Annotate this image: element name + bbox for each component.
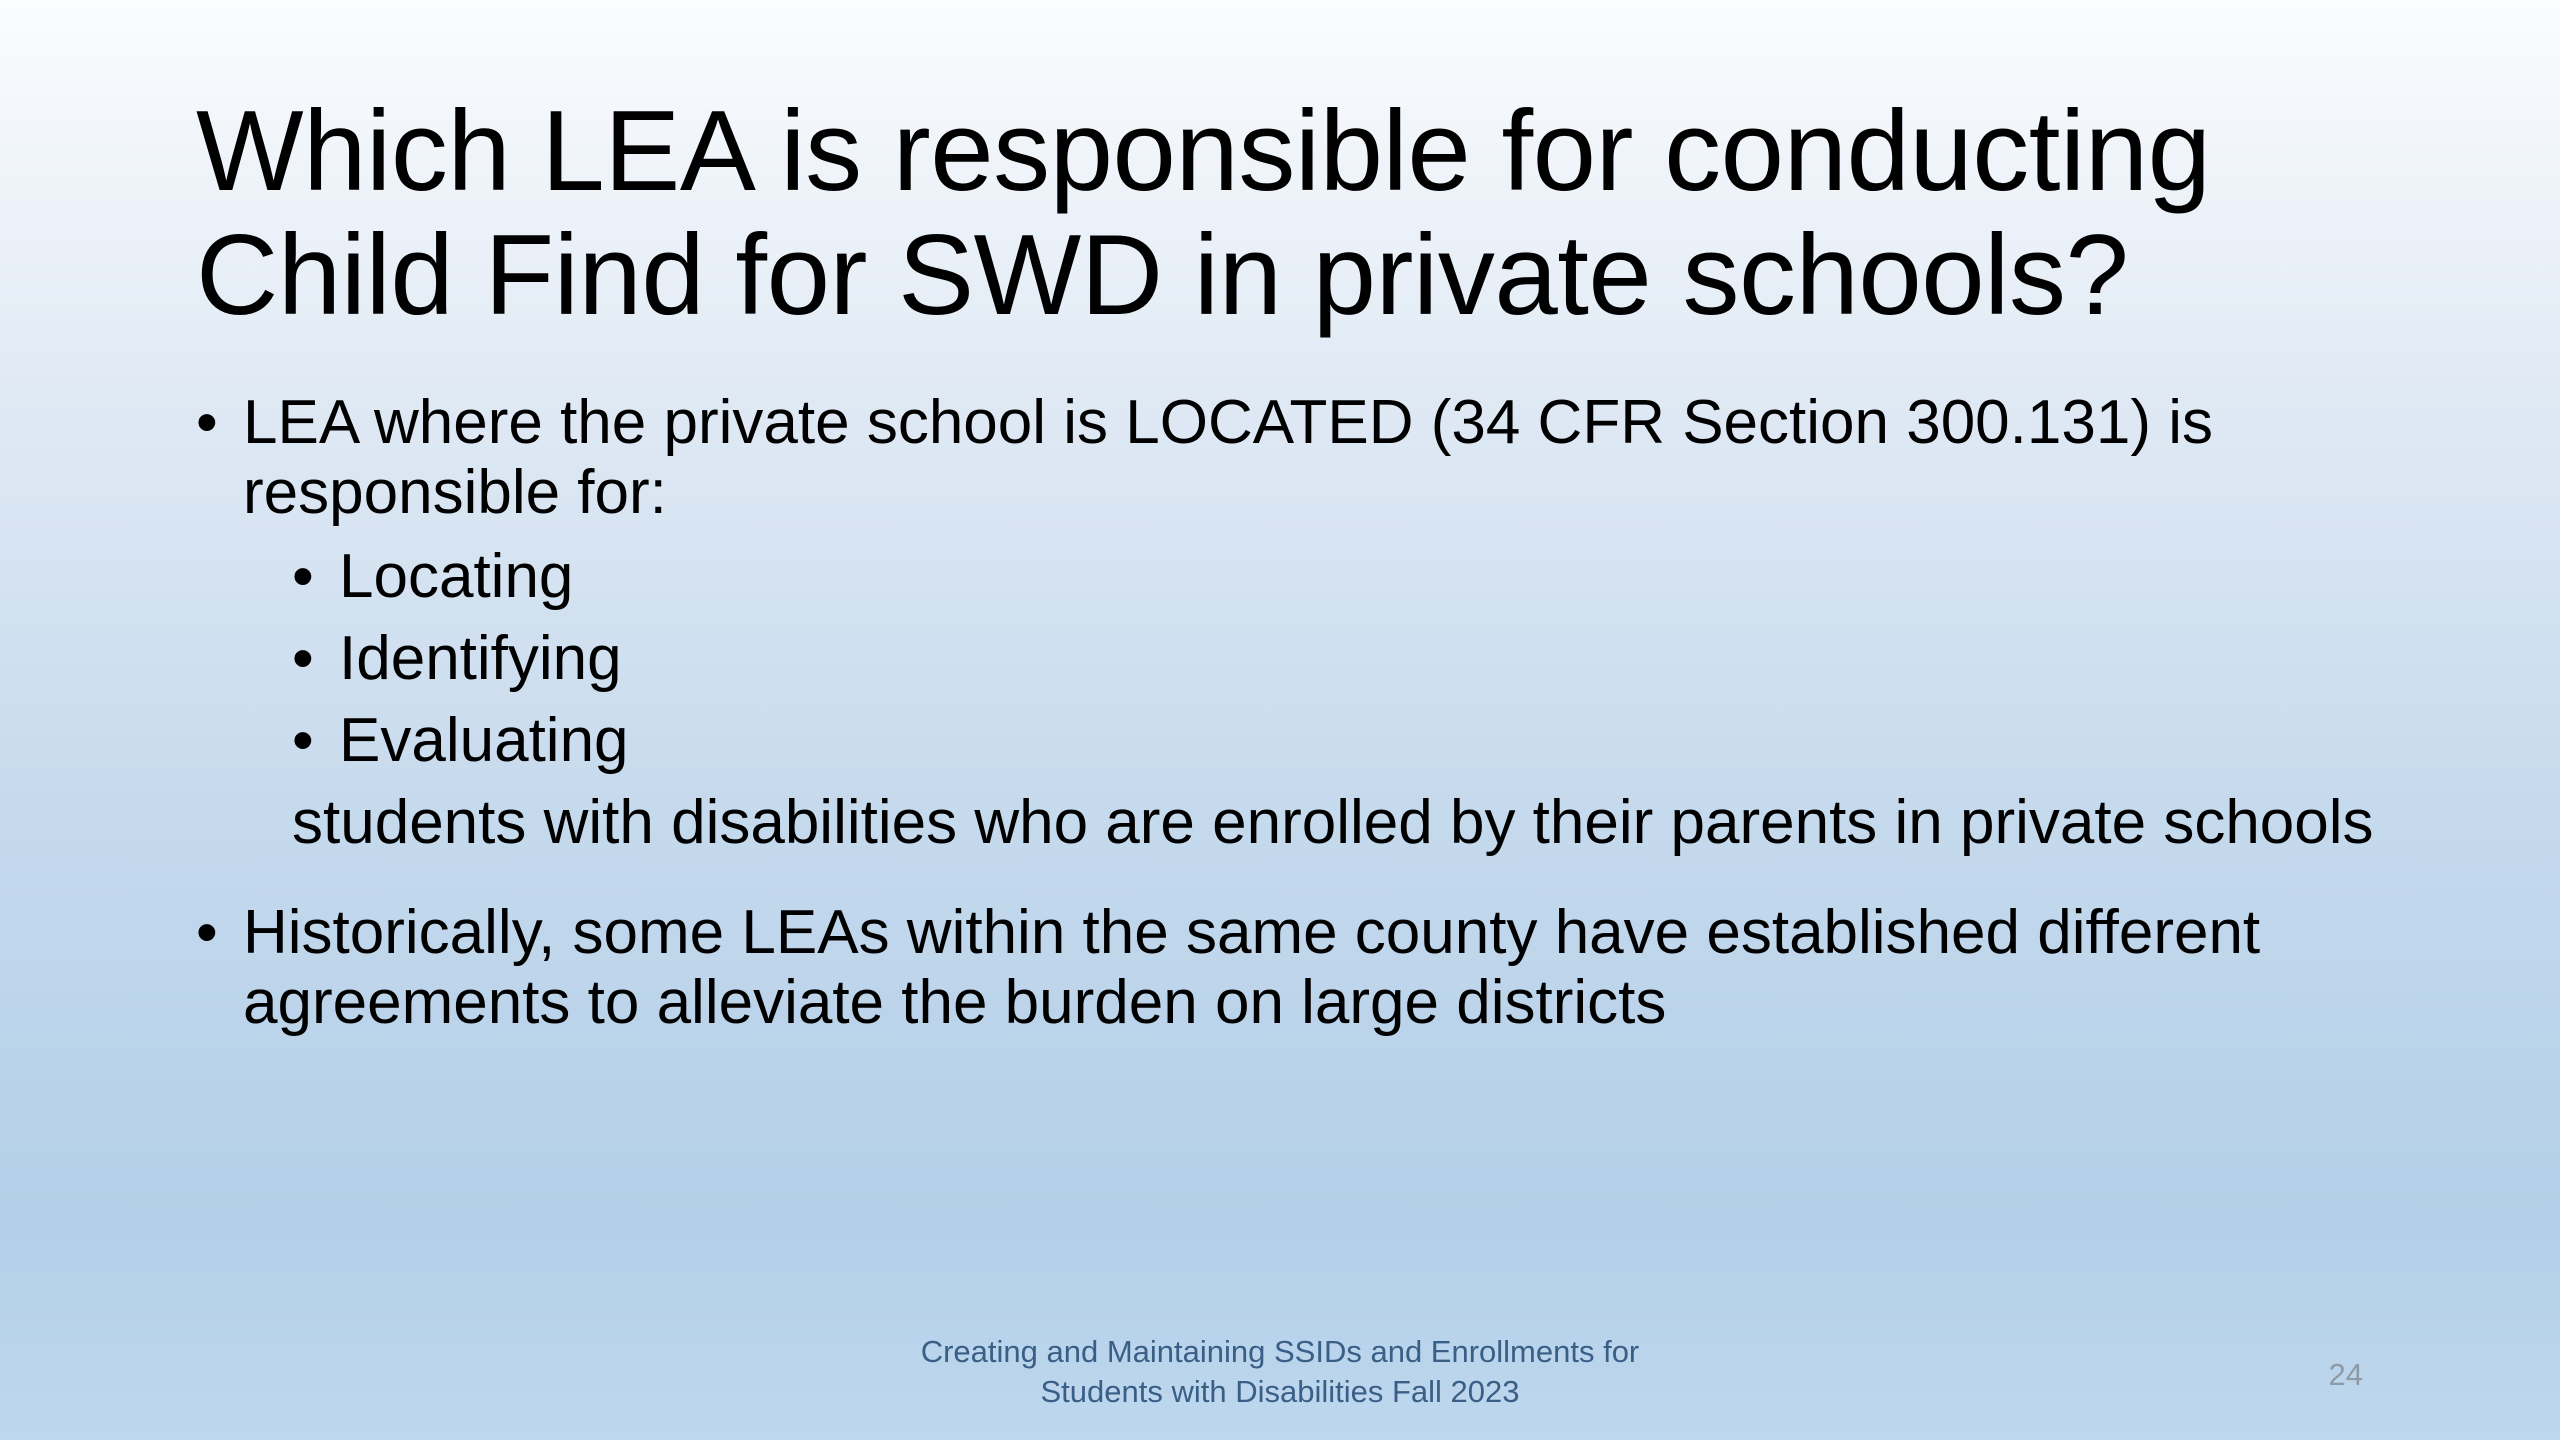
footer-line-2: Students with Disabilities Fall 2023 [1040,1374,1520,1409]
slide-number: 24 [2328,1357,2363,1392]
sub-bullet-item [292,624,2426,694]
slide-title-line-1: Which LEA is responsible for conducting [196,88,2211,215]
slide-title-line-2: Child Find for SWD in private schools? [196,212,2129,339]
footer-line-1: Creating and Maintaining SSIDs and Enrollments for [920,1334,1640,1369]
slide-title [196,90,2446,338]
bullet-item [196,898,2426,1038]
bullet-text: Historically, some LEAs within the same county have established different agreements to alleviate the burden on large districts [243,898,2261,1037]
sub-bullet-list [196,542,2426,776]
sub-bullet-text: Locating [339,542,574,611]
sub-bullet-text: Evaluating [339,706,629,775]
sub-bullet-marker: • [292,624,314,693]
sub-bullet-marker: • [292,542,314,611]
slide-body [196,388,2426,1038]
sub-bullet-item [292,542,2426,612]
sub-bullet-text: Identifying [339,624,622,693]
sub-bullet-marker: • [292,706,314,775]
bullet-item [196,388,2426,528]
slide-footer [860,1332,1700,1412]
bullet-marker: • [196,898,218,967]
bullet-marker: • [196,388,218,457]
sub-bullet-item [292,706,2426,776]
bullet-continuation-text: students with disabilities who are enrolled by their parents in private schools [292,788,2374,857]
bullet-text: LEA where the private school is LOCATED (34 CFR Section 300.131) is responsible for: [243,388,2213,527]
